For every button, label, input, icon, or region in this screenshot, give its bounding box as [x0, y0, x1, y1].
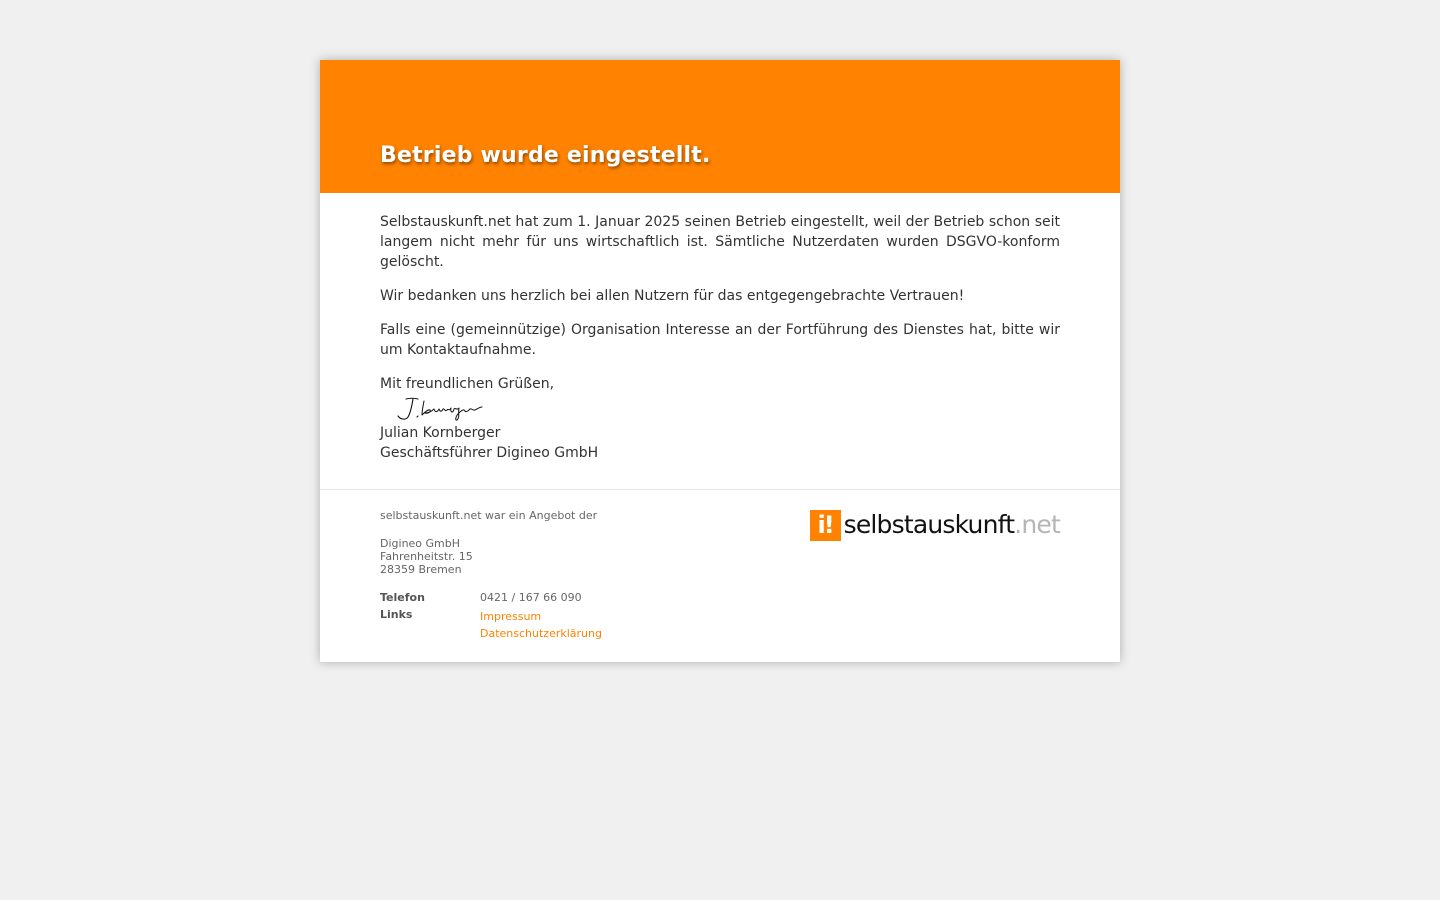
links-list: [480, 608, 602, 642]
message-body: [320, 193, 1120, 489]
main-card: [320, 60, 1120, 662]
signatory-role: Geschäftsführer Digineo GmbH: [380, 445, 599, 461]
page-footer: [320, 489, 1120, 662]
company-address: [380, 537, 1060, 576]
contact-table: [380, 591, 602, 642]
address-company: Digineo GmbH: [380, 537, 461, 550]
links-row: [380, 608, 602, 642]
phone-value: 0421 / 167 66 090: [480, 591, 582, 604]
phone-label: Telefon: [380, 591, 425, 604]
signatory-name: Julian Kornberger: [380, 425, 501, 441]
message-paragraph-2: Wir bedanken uns herzlich bei allen Nutzern für das entgegengebrachte Vertrauen!: [380, 288, 965, 304]
datenschutz-link[interactable]: Datenschutzerklärung: [480, 627, 602, 640]
links-label: Links: [380, 608, 413, 621]
impressum-link[interactable]: Impressum: [480, 610, 542, 623]
address-street: Fahrenheitstr. 15: [380, 550, 473, 563]
page-title: Betrieb wurde eingestellt.: [380, 143, 711, 168]
logo-wordmark: selbstauskunft: [843, 510, 1015, 539]
signature-image: [394, 395, 484, 423]
page-header: [320, 60, 1120, 193]
brand-logo: [810, 509, 1060, 541]
message-paragraph-3: Falls eine (gemeinnützige) Organisation Interesse an der Fortführung des Dienstes hat, bitte wir um Kontaktaufnahme.: [380, 322, 1060, 358]
footer-intro: selbstauskunft.net war ein Angebot der: [380, 509, 598, 522]
phone-row: [380, 591, 602, 608]
closing-greeting: Mit freundlichen Grüßen,: [380, 376, 555, 392]
logo-mark-icon: i!: [810, 510, 841, 541]
logo-tld: .net: [1014, 510, 1060, 539]
message-paragraph-1: Selbstauskunft.net hat zum 1. Januar 2025 seinen Betrieb eingestellt, weil der Betrieb schon seit langem nicht mehr für uns wirtschaftlich ist. Sämtliche Nutzerdaten wurden DSGVO-konform gelöscht.: [380, 214, 1060, 270]
address-city: 28359 Bremen: [380, 563, 462, 576]
